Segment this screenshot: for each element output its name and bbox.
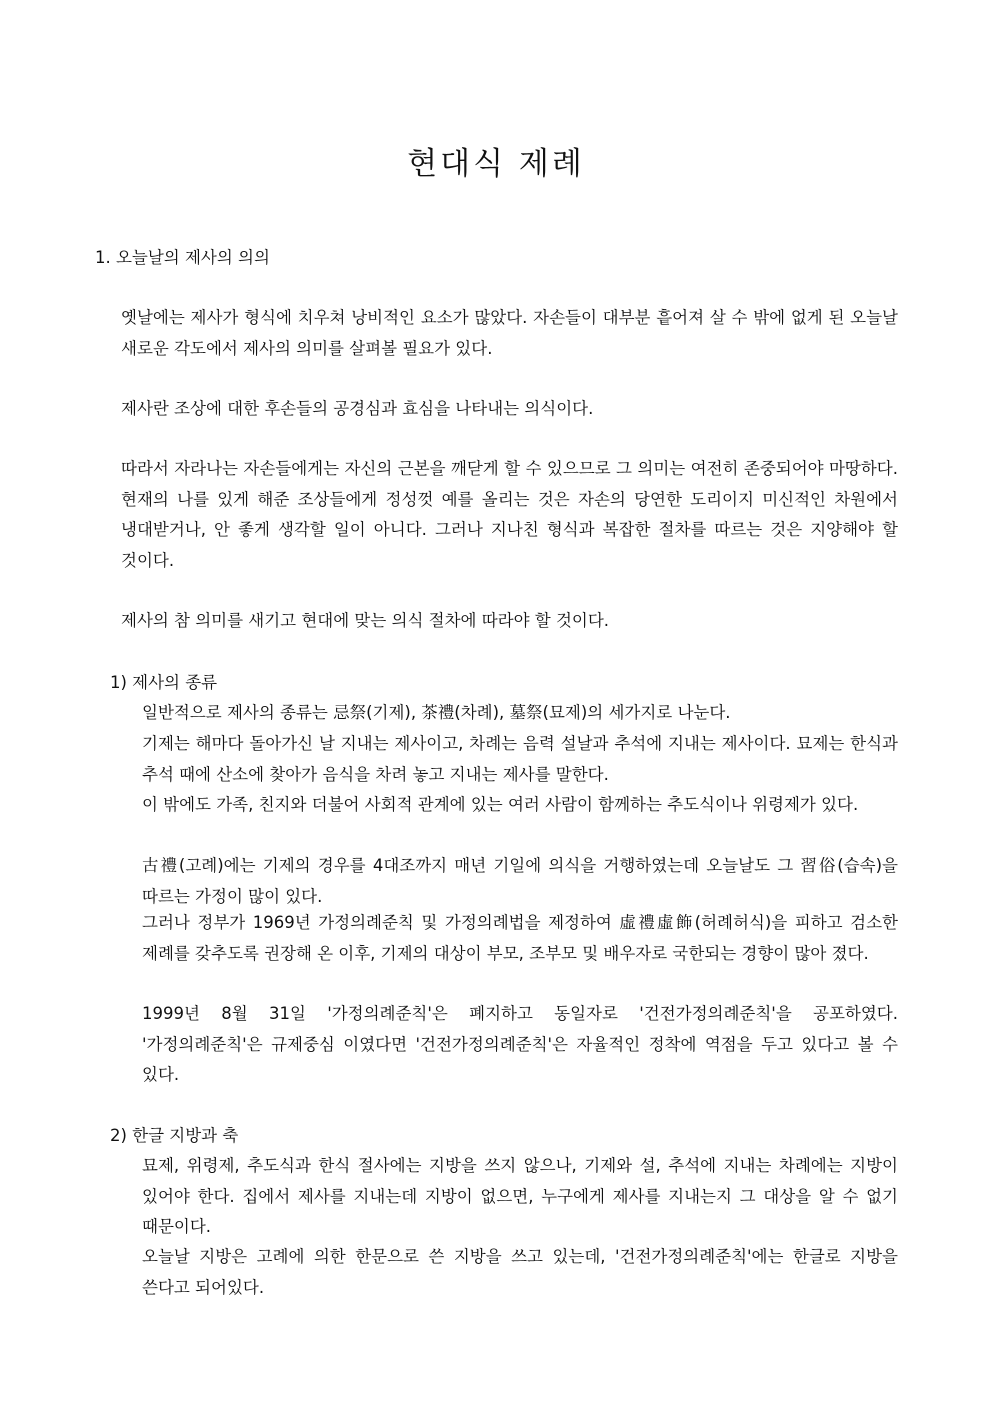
section-1-paragraph-3: 따라서 자라나는 자손들에게는 자신의 근본을 깨닫게 할 수 있으므로 그 의미는 여전히 존중되어야 마땅하다. 현재의 나를 있게 해준 조상들에게 정성껏 예를 올리는 것은 자손의 당연한 도리이지 미신적인 차원에서 냉대받거나, 안 좋게 생각할 일이 아니다. 그러나 지나친 형식과 복잡한 절차를 따르는 것은 지양해야 할 것이다. — [121, 459, 898, 570]
document-title: 현대식 제례 — [407, 146, 585, 182]
subsection-1-heading: 1) 제사의 종류 — [110, 673, 218, 692]
section-1-paragraph-2: 제사란 조상에 대한 후손들의 공경심과 효심을 나타내는 의식이다. — [121, 399, 594, 418]
subsection-2-heading: 2) 한글 지방과 축 — [110, 1126, 239, 1145]
subsection-1-paragraph-4: 古禮(고례)에는 기제의 경우를 4대조까지 매년 기일에 의식을 거행하였는데 오늘날도 그 習俗(습속)을 따르는 가정이 많이 있다. — [142, 856, 898, 906]
subsection-2-paragraph-2: 오늘날 지방은 고례에 의한 한문으로 쓴 지방을 쓰고 있는데, '건전가정의례준칙'에는 한글로 지방을 쓴다고 되어있다. — [142, 1247, 898, 1297]
subsection-2-paragraph-1: 묘제, 위령제, 추도식과 한식 절사에는 지방을 쓰지 않으나, 기제와 설, 추석에 지내는 차례에는 지방이 있어야 한다. 집에서 제사를 지내는데 지방이 없으면, 누구에게 제사를 지내는지 그 대상을 알 수 없기 때문이다. — [142, 1156, 898, 1236]
subsection-1-paragraph-2: 기제는 해마다 돌아가신 날 지내는 제사이고, 차례는 음력 설날과 추석에 지내는 제사이다. 묘제는 한식과 추석 때에 산소에 찾아가 음식을 차려 놓고 지내는 제사를 말한다. — [142, 734, 898, 784]
section-1-heading: 1. 오늘날의 제사의 의의 — [95, 248, 270, 267]
subsection-1-paragraph-1: 일반적으로 제사의 종류는 忌祭(기제), 茶禮(차례), 墓祭(묘제)의 세가지로 나눈다. — [142, 703, 731, 722]
section-1-paragraph-1: 옛날에는 제사가 형식에 치우쳐 낭비적인 요소가 많았다. 자손들이 대부분 흩어져 살 수 밖에 없게 된 오늘날 새로운 각도에서 제사의 의미를 살펴볼 필요가 있다. — [121, 308, 898, 358]
subsection-1-paragraph-3: 이 밖에도 가족, 친지와 더불어 사회적 관계에 있는 여러 사람이 함께하는 추도식이나 위령제가 있다. — [142, 795, 859, 814]
subsection-1-paragraph-6: 1999년 8월 31일 '가정의례준칙'은 폐지하고 동일자로 '건전가정의례준칙'을 공포하였다. '가정의례준칙'은 규제중심 이였다면 '건전가정의례준칙'은 자율적인 정착에 역점을 두고 있다고 볼 수 있다. — [142, 1004, 898, 1084]
section-1-paragraph-4: 제사의 참 의미를 새기고 현대에 맞는 의식 절차에 따라야 할 것이다. — [121, 611, 610, 630]
subsection-1-paragraph-5: 그러나 정부가 1969년 가정의례준칙 및 가정의례법을 제정하여 虛禮虛飾(허례허식)을 피하고 검소한 제례를 갖추도록 권장해 온 이후, 기제의 대상이 부모, 조부모 및 배우자로 국한되는 경향이 많아 졌다. — [142, 913, 898, 963]
